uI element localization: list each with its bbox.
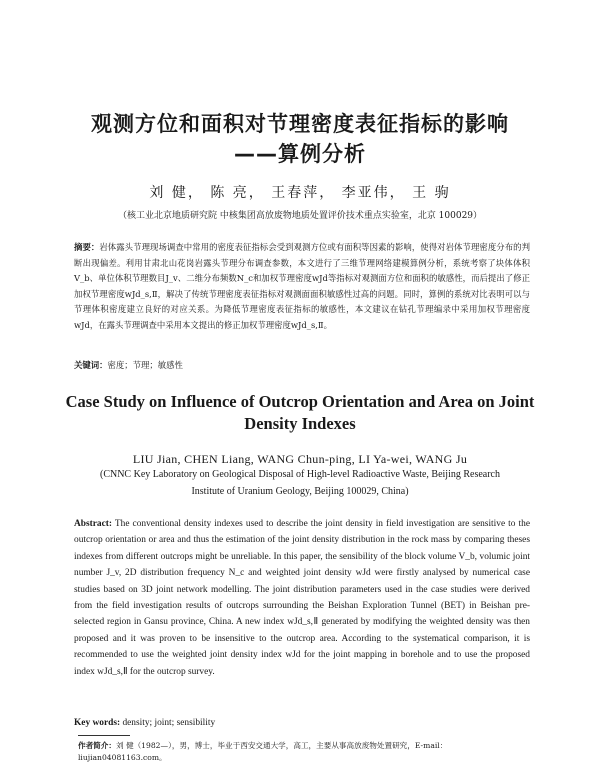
english-abstract: [74, 516, 530, 680]
chinese-abstract: [74, 240, 530, 334]
chinese-keywords-text: 密度；节理；敏感性: [107, 360, 183, 370]
english-title-line-2: Density Indexes: [244, 414, 356, 433]
english-abstract-text: The conventional density indexes used to describe the joint density in field investigation are sensitive to the outcrop orientation or area and thus the estimation of the joint density distribution in the rock mass by comparing theses indexes from different outcrops might be unreliable. In this paper, the sensibility of the block volume V_b, volumic joint number J_v, 2D distribution frequency N_c and weighted joint density wJd were firstly analysed by numerical case studies based on 3D joint network modelling. The joint distribution parameters used in the case studies were derived from the field investigation results of outcrops surrounding the Beishan Exploration Tunnel (BET) in Beishan pre-selected region in Gansu province, China. A new index wJd_s,Ⅱ generated by modifying the weighted density was then proposed and it was proven to be insensitive to the outcrop area. According to the systematical comparison, it is recommended to use the weighted joint density index wJd for the joint mapping in borehole and to use the proposed index wJd_s,Ⅱ for the outcrop survey.: [74, 519, 530, 677]
chinese-abstract-text: 岩体露头节理现场调查中常用的密度表征指标会受到观测方位或有面积等因素的影响，使得对岩体节理密度分布的判断出现偏差。利用甘肃北山花岗岩露头节理分布调查参数，本文进行了三维节理网络建模算例分析，系统考察了块体体积V_b、单位体积节理数目J_v、二维分布频数N_c和加权节理密度wJd等指标对观测面方位和面积的敏感性，而后提出了修正加权节理密度wJd_s,Ⅱ，解决了传统节理密度表征指标对观测面面积敏感性过高的问题。同时，算例的系统对比表明可以与节理体积密度建立良好的对应关系。为降低节理密度表征指标的敏感性，本文建议在钻孔节理编录中采用加权节理密度wJd，在露头节理调查中采用本文提出的修正加权节理密度wJd_s,Ⅱ。: [74, 242, 531, 330]
footnote-text: 刘 健（1982—），男，博士，毕业于西安交通大学，高工，主要从事高放废物处置研究，E-mail：liujian04081163.com。: [78, 741, 448, 762]
english-authors: LIU Jian, CHEN Liang, WANG Chun-ping, LI Ya-wei, WANG Ju: [132, 452, 468, 466]
english-affiliation-line-1: (CNNC Key Laboratory on Geological Disposal of High-level Radioactive Waste, Beijing Research: [99, 469, 500, 480]
english-title-line-1: Case Study on Influence of Outcrop Orientation and Area on Joint: [65, 392, 535, 411]
chinese-abstract-label: 摘要：: [74, 242, 100, 252]
english-abstract-label: Abstract:: [74, 519, 113, 529]
chinese-title-line-2: ——算例分析: [234, 142, 366, 166]
english-keywords-label: Key words:: [74, 718, 121, 728]
author-footnote: [78, 740, 530, 764]
english-keywords: [74, 718, 530, 728]
chinese-title-line-1: 观测方位和面积对节理密度表征指标的影响: [91, 112, 509, 136]
footnote-label: 作者简介：: [78, 741, 116, 750]
chinese-affiliation: （核工业北京地质研究院 中核集团高放废物地质处置评价技术重点实验室，北京 100029）: [117, 211, 483, 221]
chinese-authors: 刘 健， 陈 亮， 王春萍， 李亚伟， 王 驹: [149, 185, 451, 201]
english-affiliation-line-2: Institute of Uranium Geology, Beijing 100029, China): [191, 486, 409, 497]
english-keywords-text: density; joint; sensibility: [122, 718, 216, 728]
footnote-divider: [78, 735, 130, 736]
chinese-keywords: [74, 359, 530, 371]
chinese-keywords-label: 关键词：: [74, 360, 108, 370]
